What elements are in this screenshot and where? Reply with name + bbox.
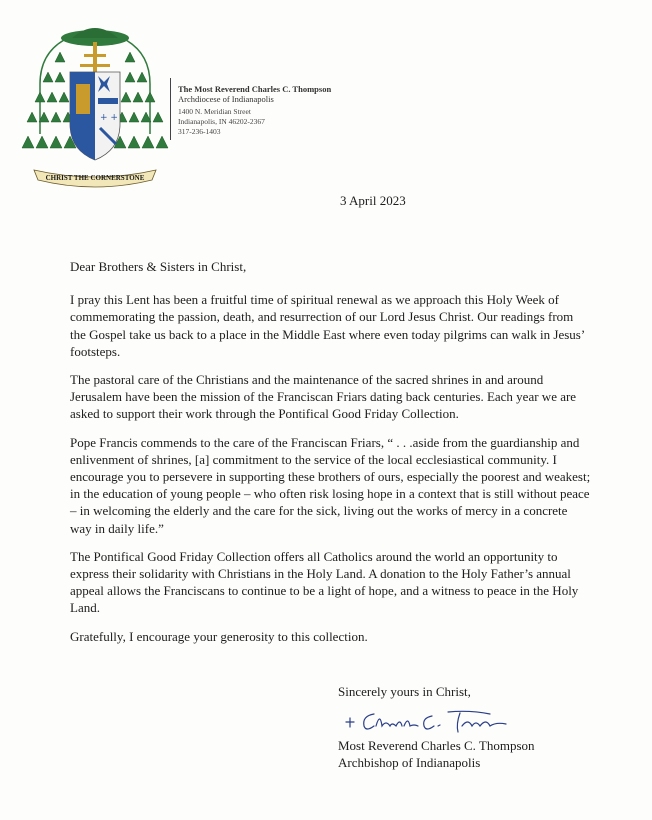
signature-block xyxy=(338,737,535,771)
body-paragraph: Pope Francis commends to the care of the Franciscan Friars, “ . . .aside from the guardianship and enlivenment of shrines, [a] commitment to the service of the local ecclesiastical community. I encourage you to persevere in supporting these brothers of ours, especially the poorest and weakest; in the education of young people – who often risk losing hope in a context that is still without peace – in welcoming the elderly and the care for the sick, living out the works of mercy in a concrete way in daily life.” xyxy=(70,434,591,536)
letterhead-address-line1: 1400 N. Meridian Street xyxy=(178,107,251,116)
letterhead-name: The Most Reverend Charles C. Thompson xyxy=(178,84,332,94)
svg-text:+ +: + + xyxy=(100,113,118,123)
letterhead-address-line2: Indianapolis, IN 46202-2367 xyxy=(178,117,265,126)
signer-name: Most Reverend Charles C. Thompson xyxy=(338,738,535,753)
letterhead-diocese: Archdiocese of Indianapolis xyxy=(178,94,274,104)
body-paragraph: The Pontifical Good Friday Collection offers all Catholics around the world an opportunity to express their solidarity with Christians in the Holy Land. A donation to the Holy Father’s annual appeal allows the Franciscans to continue to be a light of hope, and a witness to peace in the Holy Land. xyxy=(70,548,579,616)
motto-banner-text: CHRIST THE CORNERSTONE xyxy=(45,174,145,182)
letterhead-divider xyxy=(170,78,171,140)
signer-title: Archbishop of Indianapolis xyxy=(338,755,481,770)
letter-date: 3 April 2023 xyxy=(340,193,406,208)
letterhead xyxy=(178,84,331,137)
salutation: Dear Brothers & Sisters in Christ, xyxy=(70,259,247,274)
letterhead-phone: 317-236-1403 xyxy=(178,127,221,136)
body-paragraph: Gratefully, I encourage your generosity to this collection. xyxy=(70,628,368,644)
body-paragraph: I pray this Lent has been a fruitful time of spiritual renewal as we approach this Holy Week of commemorating the passion, death, and resurrection of our Lord Jesus Christ. Our readings from the Gospel take us back to a place in the Middle East where even today pilgrims can walk in Jesus’ footsteps. xyxy=(70,292,585,359)
closing-line: Sincerely yours in Christ, xyxy=(338,684,471,699)
letter-body xyxy=(70,258,592,656)
coat-of-arms-image xyxy=(20,24,170,192)
body-paragraph: The pastoral care of the Christians and the maintenance of the sacred shrines in and around Jerusalem have been the mission of the Franciscan Friars dating back centuries. Each year we are asked to support their work through the Pontifical Good Friday Collection. xyxy=(70,372,577,422)
handwritten-signature xyxy=(340,704,515,738)
